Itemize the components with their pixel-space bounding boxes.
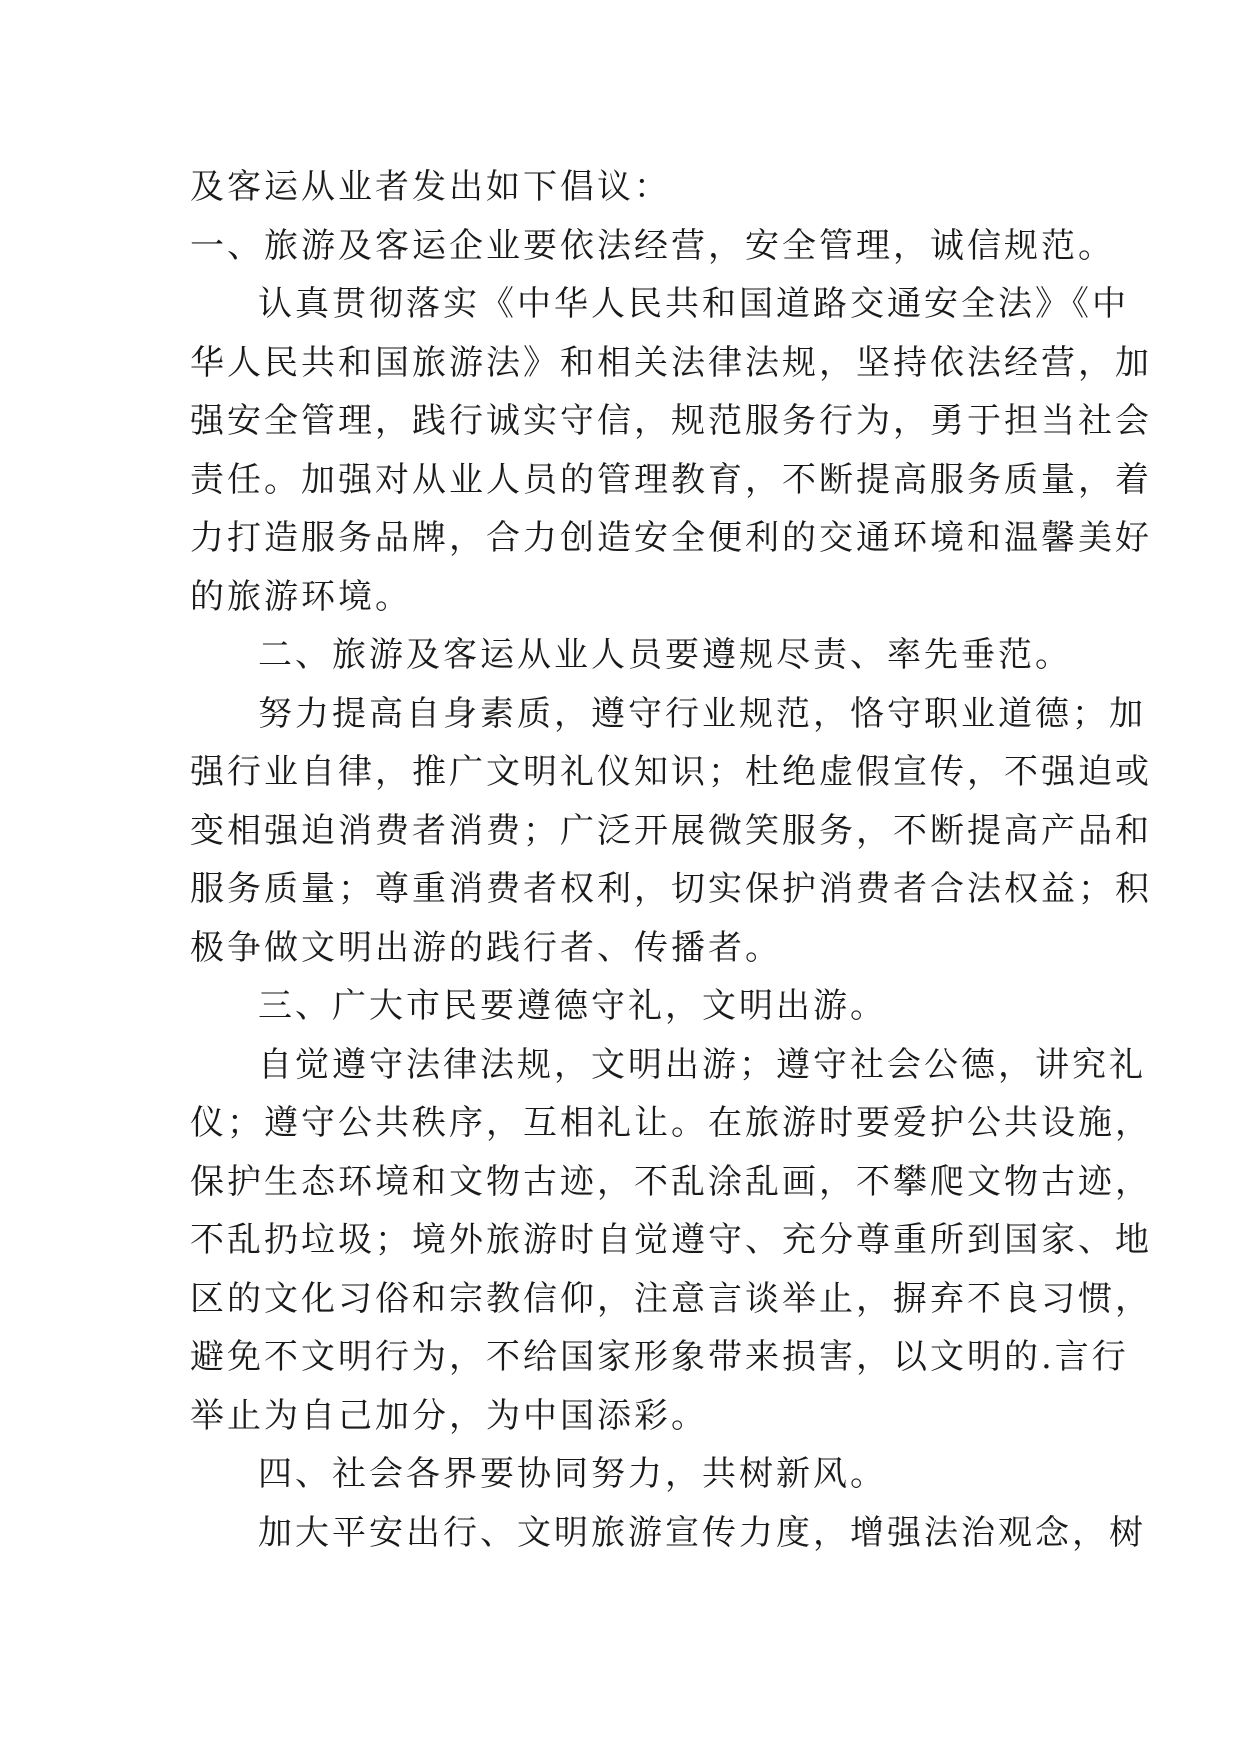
text-line: 责任。加强对从业人员的管理教育，不断提高服务质量，着 [190,459,1152,500]
text-line: 力打造服务品牌，合力创造安全便利的交通环境和温馨美好 [190,518,1152,558]
section-heading: 三、广大市民要遵德守礼，文明出游。 [258,986,887,1026]
text-line: 的旅游环境。 [190,576,412,617]
section-heading: 二、旅游及客运从业人员要遵规尽责、率先垂范。 [258,635,1072,675]
text-line: 及客运从业者发出如下倡议： [190,167,671,207]
text-line: 不乱扔垃圾；境外旅游时自觉遵守、充分尊重所到国家、地 [190,1220,1152,1260]
text-line: 仪；遵守公共秩序，互相礼让。在旅游时要爱护公共设施， [190,1103,1152,1143]
section-heading: 一、旅游及客运企业要依法经营，安全管理，诚信规范。 [190,225,1115,266]
paragraph-start: 努力提高自身素质，遵守行业规范，恪守职业道德；加 [258,693,1146,734]
paragraph-start: 自觉遵守法律法规，文明出游；遵守社会公德，讲究礼 [258,1044,1146,1085]
document-page [190,158,1152,1562]
text-line: 变相强迫消费者消费；广泛开展微笑服务，不断提高产品和 [190,810,1152,851]
text-line: 极争做文明出游的践行者、传播者。 [190,927,782,968]
section-heading: 四、社会各界要协同努力，共树新风。 [258,1454,887,1494]
text-line: 举止为自己加分，为中国添彩。 [190,1395,708,1436]
text-line: 区的文化习俗和宗教信仰，注意言谈举止，摒弃不良习惯， [190,1278,1152,1319]
text-line: 强行业自律，推广文明礼仪知识；杜绝虚假宣传，不强迫或 [190,752,1152,792]
text-line: 华人民共和国旅游法》和相关法律法规，坚持依法经营，加 [190,342,1152,383]
text-line: 避免不文明行为，不给国家形象带来损害，以文明的.言行 [190,1337,1129,1377]
text-line: 服务质量；尊重消费者权利，切实保护消费者合法权益；积 [190,869,1152,909]
paragraph-start: 加大平安出行、文明旅游宣传力度，增强法治观念，树 [258,1512,1146,1553]
text-line: 强安全管理，践行诚实守信，规范服务行为，勇于担当社会 [190,401,1152,441]
paragraph-start: 认真贯彻落实《中华人民共和国道路交通安全法》《中 [258,284,1129,324]
text-line: 保护生态环境和文物古迹，不乱涂乱画，不攀爬文物古迹， [190,1161,1152,1202]
